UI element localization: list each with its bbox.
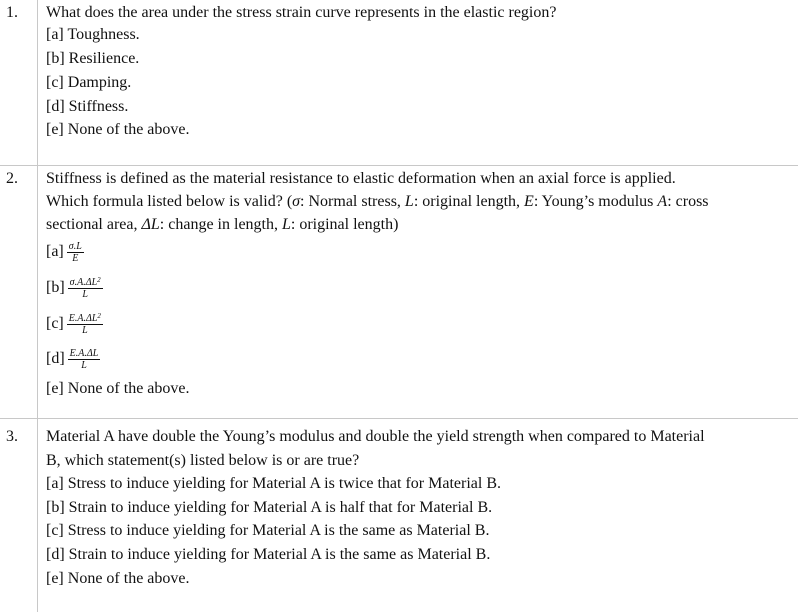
question-text: Stiffness is defined as the material resistance to elastic deformation when an axial force is applied. [46, 170, 676, 187]
option-b: [b] Resilience. [46, 50, 140, 67]
option-a: [a] Toughness. [46, 26, 140, 43]
option-a: [a] $\frac{\sigma.L}{E}$ [46, 240, 82, 264]
question-text: sectional area, ΔL: change in length, L: original length) [46, 216, 399, 233]
option-c: [c] $\frac{E.A.\Delta L^2}{L}$ [46, 311, 101, 336]
option-e: [e] None of the above. [46, 570, 190, 587]
formula: $\frac{\sigma.L}{E}$ [68, 240, 82, 264]
option-d: [d] Stiffness. [46, 98, 129, 115]
option-e: [e] None of the above. [46, 380, 190, 397]
row-divider [0, 418, 798, 419]
formula: $\frac{\sigma.A.\Delta L^2}{L}$ [69, 275, 101, 300]
option-c: [c] Damping. [46, 74, 132, 91]
question-number: 3. [6, 428, 18, 445]
column-divider [37, 0, 38, 612]
option-d: [d] $\frac{E.A.\Delta L}{L}$ [46, 347, 99, 371]
option-a: [a] Stress to induce yielding for Material A is twice that for Material B. [46, 475, 501, 492]
option-e: [e] None of the above. [46, 121, 190, 138]
formula: $\frac{E.A.\Delta L^2}{L}$ [68, 311, 101, 336]
question-number: 2. [6, 170, 18, 187]
option-c: [c] Stress to induce yielding for Material A is the same as Material B. [46, 522, 490, 539]
option-b: [b] $\frac{\sigma.A.\Delta L^2}{L}$ [46, 275, 101, 300]
row-divider [0, 165, 798, 166]
formula: $\frac{E.A.\Delta L}{L}$ [69, 347, 99, 371]
question-text: B, which statement(s) listed below is or are true? [46, 452, 360, 469]
question-text: What does the area under the stress strain curve represents in the elastic region? [46, 4, 557, 21]
question-text: Which formula listed below is valid? (σ: Normal stress, L: original length, E: Young’s modulus A: cross [46, 193, 709, 210]
question-number: 1. [6, 4, 18, 21]
option-d: [d] Strain to induce yielding for Material A is the same as Material B. [46, 546, 491, 563]
option-b: [b] Strain to induce yielding for Material A is half that for Material B. [46, 499, 493, 516]
question-text: Material A have double the Young’s modulus and double the yield strength when compared to Material [46, 428, 705, 445]
